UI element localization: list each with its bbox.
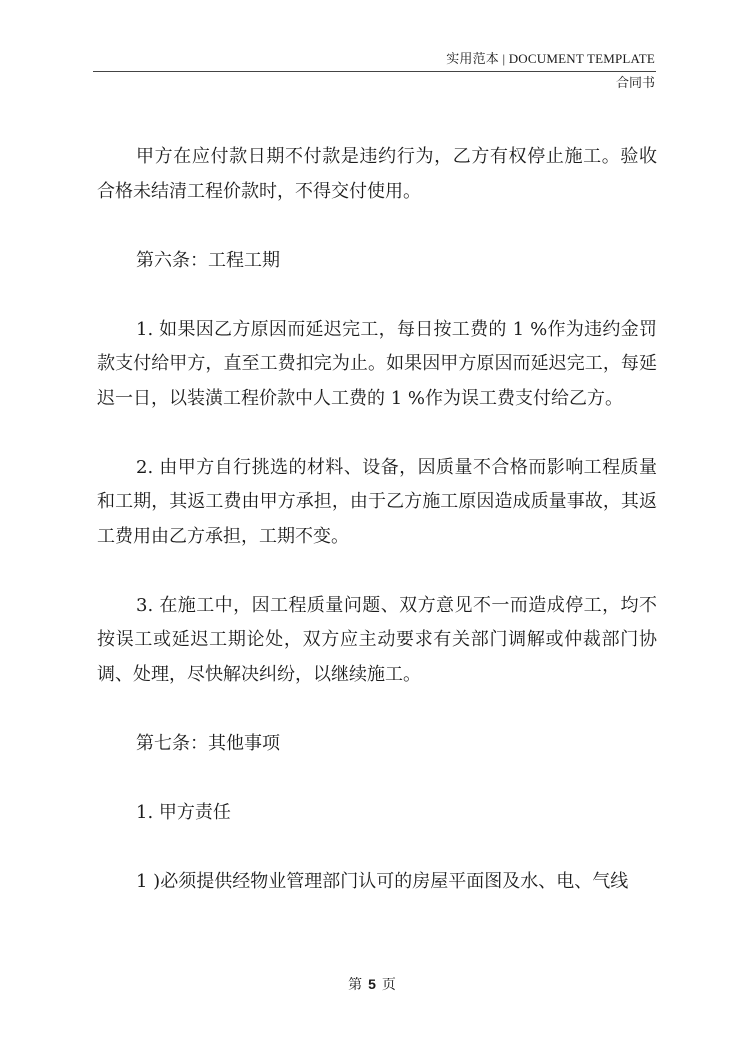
paragraph-6-2: 2. 由甲方自行挑选的材料、设备，因质量不合格而影响工程质量和工期，其返工费由甲方承担，由于乙方施工原因造成质量事故，其返工费用由乙方承担，工期不变。 xyxy=(97,456,657,547)
header-doc-type: 合同书 xyxy=(615,76,655,91)
page-number-prefix: 第 xyxy=(348,977,363,993)
article-7-heading: 第七条：其他事项 xyxy=(136,732,280,754)
header-template-label: 实用范本 | DOCUMENT TEMPLATE xyxy=(446,51,655,66)
article-6-heading: 第六条：工程工期 xyxy=(136,249,280,271)
header-divider xyxy=(93,71,656,72)
document-body xyxy=(97,140,657,899)
paragraph-payment-breach: 甲方在应付款日期不付款是违约行为，乙方有权停止施工。验收合格未结清工程价款时，不得交付使用。 xyxy=(97,146,657,202)
page-header xyxy=(93,50,655,68)
page-number: 5 xyxy=(368,976,376,992)
paragraph-7-1-1: 1 )必须提供经物业管理部门认可的房屋平面图及水、电、气线 xyxy=(136,870,629,892)
paragraph-6-3: 3. 在施工中，因工程质量问题、双方意见不一而造成停工，均不按误工或延迟工期论处，双方应主动要求有关部门调解或仲裁部门协调、处理，尽快解决纠纷，以继续施工。 xyxy=(97,594,657,685)
paragraph-6-1: 1. 如果因乙方原因而延迟完工，每日按工费的 1 %作为违约金罚款支付给甲方，直至工费扣完为止。如果因甲方原因而延迟完工，每延迟一日，以装潢工程价款中人工费的 1 %作为误工费支付给乙方。 xyxy=(97,318,657,409)
paragraph-7-1-heading: 1. 甲方责任 xyxy=(136,801,231,823)
page-number-suffix: 页 xyxy=(381,977,396,993)
page-footer xyxy=(0,974,744,994)
